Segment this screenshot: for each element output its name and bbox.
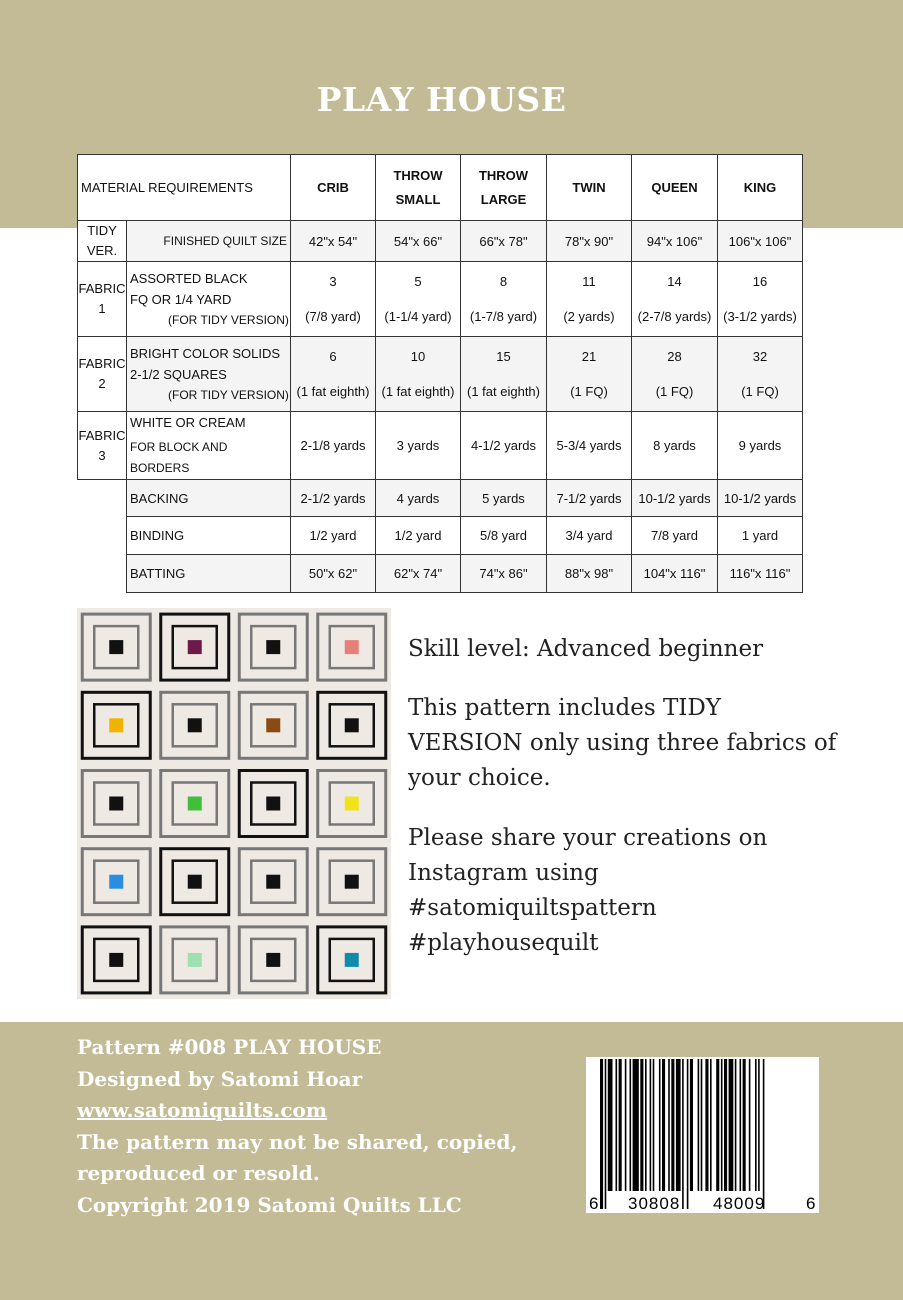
table-cell: 5/8 yard bbox=[461, 517, 547, 555]
barcode-bar bbox=[653, 1059, 655, 1191]
quilt-block-center bbox=[109, 875, 123, 889]
table-cell: 106"x 106" bbox=[718, 221, 803, 262]
quilt-block-center bbox=[345, 718, 359, 732]
table-corner-header: MATERIAL REQUIREMENTS bbox=[78, 155, 291, 221]
table-cell: 50"x 62" bbox=[291, 555, 376, 593]
quilt-background bbox=[77, 608, 391, 999]
barcode-bar bbox=[625, 1059, 627, 1191]
table-row-fabric-1 bbox=[78, 262, 803, 337]
table-row-batting bbox=[78, 555, 803, 593]
table-cell: 4-1/2 yards bbox=[461, 412, 547, 480]
quilt-block-center bbox=[345, 797, 359, 811]
barcode-bar bbox=[743, 1059, 746, 1191]
quilt-block-center bbox=[345, 640, 359, 654]
table-cell: 42"x 54" bbox=[291, 221, 376, 262]
table-cell: 8 yards bbox=[632, 412, 718, 480]
table-cell: 32 (1 FQ) bbox=[718, 337, 803, 412]
quilt-block-center bbox=[188, 797, 202, 811]
barcode bbox=[586, 1057, 819, 1213]
barcode-bar bbox=[716, 1059, 719, 1191]
barcode-bar bbox=[608, 1059, 613, 1191]
table-cell: 28 (1 FQ) bbox=[632, 337, 718, 412]
row-side-tidy: TIDY VER. bbox=[78, 221, 127, 262]
table-cell: 5-3/4 yards bbox=[547, 412, 632, 480]
copyright: Copyright 2019 Satomi Quilts LLC bbox=[77, 1192, 462, 1217]
table-cell: 10-1/2 yards bbox=[718, 480, 803, 517]
table-cell: 74"x 86" bbox=[461, 555, 547, 593]
skill-level-text: Skill level: Advanced beginner bbox=[408, 636, 764, 662]
barcode-bar bbox=[619, 1059, 622, 1191]
quilt-block-center bbox=[266, 718, 280, 732]
quilt-block-center bbox=[266, 953, 280, 967]
table-cell: 7-1/2 yards bbox=[547, 480, 632, 517]
table-row-fabric-2 bbox=[78, 337, 803, 412]
column-header-twin: TWIN bbox=[547, 155, 632, 221]
table-cell: 6 (1 fat eighth) bbox=[291, 337, 376, 412]
barcode-bar bbox=[758, 1059, 760, 1191]
table-row-binding bbox=[78, 517, 803, 555]
table-cell: 3 yards bbox=[376, 412, 461, 480]
barcode-bar bbox=[701, 1059, 703, 1191]
table-cell: 16 (3-1/2 yards) bbox=[718, 262, 803, 337]
table-cell: 1/2 yard bbox=[376, 517, 461, 555]
barcode-bar bbox=[749, 1059, 751, 1191]
table-cell: 116"x 116" bbox=[718, 555, 803, 593]
table-row-finished-size bbox=[78, 221, 803, 262]
barcode-bar bbox=[729, 1059, 734, 1191]
barcode-bar bbox=[755, 1059, 757, 1191]
table-cell: 1 yard bbox=[718, 517, 803, 555]
barcode-bar bbox=[616, 1059, 618, 1191]
column-header-crib: CRIB bbox=[291, 155, 376, 221]
table-row-fabric-3 bbox=[78, 412, 803, 480]
table-cell: 11 (2 yards) bbox=[547, 262, 632, 337]
table-cell: 21 (1 FQ) bbox=[547, 337, 632, 412]
barcode-bar bbox=[633, 1059, 639, 1191]
quilt-block-center bbox=[345, 953, 359, 967]
table-cell: 54"x 66" bbox=[376, 221, 461, 262]
table-cell: 1/2 yard bbox=[291, 517, 376, 555]
website-link[interactable]: www.satomiquilts.com bbox=[77, 1098, 328, 1122]
table-cell: 5 yards bbox=[461, 480, 547, 517]
barcode-bar bbox=[671, 1059, 674, 1191]
quilt-block-center bbox=[109, 640, 123, 654]
barcode-bar bbox=[659, 1059, 661, 1191]
barcode-bar bbox=[600, 1059, 603, 1209]
table-cell: 94"x 106" bbox=[632, 221, 718, 262]
table-cell: 8 (1-7/8 yard) bbox=[461, 262, 547, 337]
barcode-bar bbox=[662, 1059, 665, 1191]
table-cell: 3 (7/8 yard) bbox=[291, 262, 376, 337]
barcode-digit-check: 6 bbox=[806, 1194, 816, 1213]
copy-notice-line1: The pattern may not be shared, copied, bbox=[77, 1129, 518, 1154]
table-cell: 104"x 116" bbox=[632, 555, 718, 593]
quilt-block-center bbox=[266, 875, 280, 889]
quilt-block-center bbox=[188, 640, 202, 654]
table-cell: 3/4 yard bbox=[547, 517, 632, 555]
row-label-batting: BATTING bbox=[127, 555, 291, 593]
quilt-block-center bbox=[188, 718, 202, 732]
row-label-fabric-1: ASSORTED BLACK FQ OR 1/4 YARD (FOR TIDY VERSION) bbox=[127, 262, 291, 337]
quilt-block-center bbox=[109, 718, 123, 732]
quilt-photo bbox=[77, 608, 391, 999]
footer-info bbox=[77, 1032, 517, 1221]
barcode-bar bbox=[682, 1059, 684, 1209]
row-label-finished-size: FINISHED QUILT SIZE bbox=[127, 221, 291, 262]
table-cell: 66"x 78" bbox=[461, 221, 547, 262]
share-creations-text: Please share your creations on Instagram using #satomiquiltspattern #playhousequilt bbox=[408, 825, 768, 956]
barcode-bar bbox=[724, 1059, 727, 1191]
table-row-backing bbox=[78, 480, 803, 517]
quilt-block-center bbox=[109, 797, 123, 811]
table-cell: 15 (1 fat eighth) bbox=[461, 337, 547, 412]
barcode-bar bbox=[705, 1059, 708, 1191]
barcode-bar bbox=[630, 1059, 632, 1191]
barcode-bar bbox=[690, 1059, 693, 1191]
barcode-bar bbox=[605, 1059, 607, 1209]
column-header-king: KING bbox=[718, 155, 803, 221]
quilt-block-center bbox=[109, 953, 123, 967]
quilt-block-center bbox=[345, 875, 359, 889]
barcode-bar bbox=[645, 1059, 647, 1191]
row-side-fabric-3: FABRIC 3 bbox=[78, 412, 127, 480]
pattern-number: Pattern #008 PLAY HOUSE bbox=[77, 1035, 382, 1059]
barcode-digit-system: 6 bbox=[589, 1194, 599, 1213]
column-header-throw-large: THROW LARGE bbox=[461, 155, 547, 221]
material-requirements-table bbox=[77, 154, 803, 593]
barcode-bar bbox=[676, 1059, 681, 1191]
page-title: PLAY HOUSE bbox=[316, 80, 567, 119]
quilt-block-center bbox=[188, 953, 202, 967]
table-cell: 14 (2-7/8 yards) bbox=[632, 262, 718, 337]
barcode-bar bbox=[640, 1059, 643, 1191]
table-cell: 88"x 98" bbox=[547, 555, 632, 593]
column-header-throw-small: THROW SMALL bbox=[376, 155, 461, 221]
table-cell: 4 yards bbox=[376, 480, 461, 517]
barcode-bar bbox=[735, 1059, 737, 1191]
copy-notice-line2: reproduced or resold. bbox=[77, 1161, 320, 1185]
row-label-binding: BINDING bbox=[127, 517, 291, 555]
table-cell: 62"x 74" bbox=[376, 555, 461, 593]
table-cell: 2-1/8 yards bbox=[291, 412, 376, 480]
table-cell: 5 (1-1/4 yard) bbox=[376, 262, 461, 337]
row-side-fabric-1: FABRIC 1 bbox=[78, 262, 127, 337]
table-cell: 10 (1 fat eighth) bbox=[376, 337, 461, 412]
designer-credit: Designed by Satomi Hoar bbox=[77, 1066, 363, 1091]
barcode-bar bbox=[650, 1059, 652, 1191]
tidy-version-text: This pattern includes TIDY VERSION only using three fabrics of your choice. bbox=[408, 695, 837, 791]
table-cell: 9 yards bbox=[718, 412, 803, 480]
table-cell: 78"x 90" bbox=[547, 221, 632, 262]
quilt-block-center bbox=[266, 797, 280, 811]
column-header-queen: QUEEN bbox=[632, 155, 718, 221]
barcode-digits-left: 30808 bbox=[628, 1194, 681, 1213]
row-side-fabric-2: FABRIC 2 bbox=[78, 337, 127, 412]
table-cell: 2-1/2 yards bbox=[291, 480, 376, 517]
row-label-fabric-2: BRIGHT COLOR SOLIDS 2-1/2 SQUARES (FOR TIDY VERSION) bbox=[127, 337, 291, 412]
barcode-bars bbox=[586, 1057, 819, 1213]
table-cell: 10-1/2 yards bbox=[632, 480, 718, 517]
barcode-bar bbox=[668, 1059, 670, 1191]
row-label-backing: BACKING bbox=[127, 480, 291, 517]
barcode-bar bbox=[698, 1059, 700, 1191]
barcode-bar bbox=[687, 1059, 689, 1209]
barcode-bar bbox=[740, 1059, 742, 1191]
quilt-block-center bbox=[188, 875, 202, 889]
barcode-bar bbox=[721, 1059, 723, 1191]
table-cell: 7/8 yard bbox=[632, 517, 718, 555]
barcode-digits-right: 48009 bbox=[713, 1194, 766, 1213]
barcode-bar bbox=[763, 1059, 765, 1209]
row-label-fabric-3: WHITE OR CREAM FOR BLOCK AND BORDERS bbox=[127, 412, 291, 480]
barcode-bar bbox=[710, 1059, 712, 1191]
quilt-block-center bbox=[266, 640, 280, 654]
